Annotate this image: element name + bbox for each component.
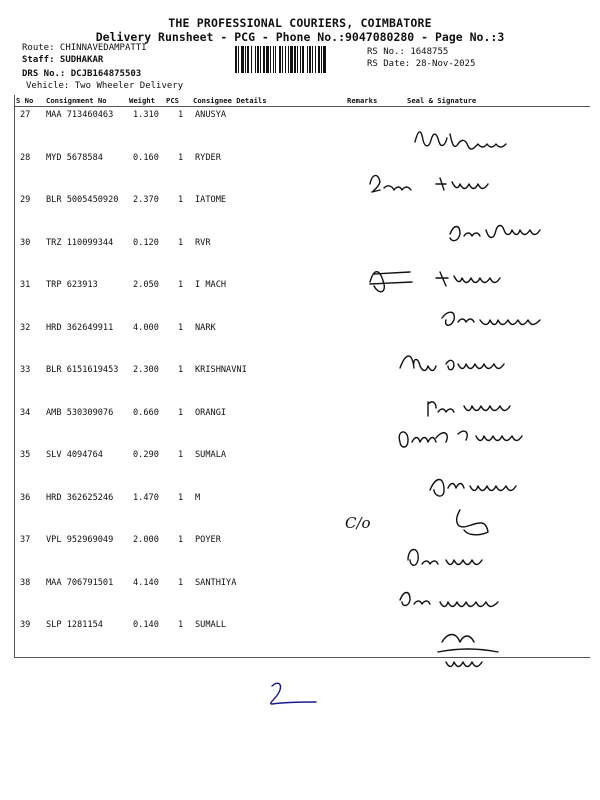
row-consignee: NARK	[195, 322, 216, 333]
handwritten-signatures	[330, 112, 590, 672]
row-consignment-no: HRD 362625246	[46, 492, 114, 503]
row-consignee: RVR	[195, 237, 211, 248]
row-sno: 37	[20, 535, 31, 545]
row-weight: 1.310	[133, 110, 159, 120]
row-pcs: 1	[178, 450, 184, 460]
row-consignment-no: BLR 6151619453	[46, 365, 119, 375]
route-label: Route: CHINNAVEDAMPATTI	[22, 43, 147, 53]
row-weight: 1.470	[133, 492, 159, 503]
col-consignment: Consignment No	[46, 96, 107, 105]
row-weight: 2.050	[133, 280, 159, 290]
row-consignee: ANUSYA	[195, 110, 227, 120]
row-pcs: 1	[178, 195, 184, 205]
col-pcs: PCS	[166, 96, 179, 105]
row-consignment-no: TRP 623913	[46, 280, 98, 290]
row-sno: 27	[20, 110, 31, 120]
header-rule	[14, 106, 590, 107]
row-sno: 36	[20, 492, 31, 503]
drs-number: DRS No.: DCJB164875503	[22, 69, 142, 79]
company-title: THE PROFESSIONAL COURIERS, COIMBATORE	[168, 16, 432, 30]
row-consignment-no: TRZ 110099344	[46, 237, 114, 248]
row-consignment-no: SLV 4094764	[46, 450, 103, 460]
col-consignee: Consignee Details	[193, 96, 267, 105]
row-weight: 0.290	[133, 450, 159, 460]
row-consignee: I MACH	[195, 280, 227, 290]
row-consignee: SANTHIYA	[195, 577, 237, 588]
row-weight: 0.160	[133, 152, 159, 163]
row-sno: 33	[20, 365, 31, 375]
row-consignee: RYDER	[195, 152, 221, 163]
row-sno: 34	[20, 407, 31, 418]
row-consignment-no: SLP 1281154	[46, 620, 103, 630]
row-sno: 28	[20, 152, 31, 163]
row-sno: 32	[20, 322, 31, 333]
row-sno: 39	[20, 620, 31, 630]
row-consignment-no: HRD 362649911	[46, 322, 114, 333]
col-seal-signature: Seal & Signature	[407, 96, 477, 105]
row-sno: 35	[20, 450, 31, 460]
row-consignment-no: MAA 706791501	[46, 577, 114, 588]
row-sno: 30	[20, 237, 31, 248]
row-consignee: KRISHNAVNI	[195, 365, 247, 375]
row-weight: 4.000	[133, 322, 159, 333]
vehicle-label: Vehicle: Two Wheeler Delivery	[26, 81, 184, 91]
row-weight: 2.300	[133, 365, 159, 375]
row-consignment-no: AMB 530309076	[46, 407, 114, 418]
row-consignee: ORANGI	[195, 407, 227, 418]
col-weight: Weight	[129, 96, 155, 105]
page-mark-pen-stroke	[258, 678, 328, 708]
runsheet-subtitle: Delivery Runsheet - PCG - Phone No.:9047080280 - Page No.:3	[95, 30, 505, 44]
row-pcs: 1	[178, 110, 184, 120]
row-pcs: 1	[178, 237, 184, 248]
remark-handwriting: C/o	[345, 514, 371, 532]
row-weight: 0.120	[133, 237, 159, 248]
barcode	[235, 46, 361, 73]
row-pcs: 1	[178, 577, 184, 588]
row-pcs: 1	[178, 280, 184, 290]
row-sno: 31	[20, 280, 31, 290]
row-weight: 2.370	[133, 195, 159, 205]
row-weight: 0.140	[133, 620, 159, 630]
row-pcs: 1	[178, 152, 184, 163]
row-pcs: 1	[178, 492, 184, 503]
col-sno: S No	[16, 96, 34, 105]
row-consignee: SUMALA	[195, 450, 227, 460]
row-sno: 29	[20, 195, 31, 205]
rs-number: RS No.: 1648755	[367, 47, 449, 57]
row-pcs: 1	[178, 407, 184, 418]
row-sno: 38	[20, 577, 31, 588]
row-weight: 4.140	[133, 577, 159, 588]
row-consignee: SUMALL	[195, 620, 227, 630]
row-weight: 2.000	[133, 535, 159, 545]
row-consignee: M	[195, 492, 201, 503]
row-consignee: POYER	[195, 535, 221, 545]
row-consignment-no: VPL 952969049	[46, 535, 114, 545]
row-consignee: IATOME	[195, 195, 227, 205]
rs-date: RS Date: 28-Nov-2025	[367, 59, 476, 69]
row-consignment-no: MYD 5678584	[46, 152, 103, 163]
row-pcs: 1	[178, 322, 184, 333]
row-pcs: 1	[178, 620, 184, 630]
staff-label: Staff: SUDHAKAR	[22, 55, 104, 65]
row-pcs: 1	[178, 535, 184, 545]
row-consignment-no: MAA 713460463	[46, 110, 114, 120]
row-pcs: 1	[178, 365, 184, 375]
col-remarks: Remarks	[347, 96, 378, 105]
row-weight: 0.660	[133, 407, 159, 418]
row-consignment-no: BLR 5005450920	[46, 195, 119, 205]
